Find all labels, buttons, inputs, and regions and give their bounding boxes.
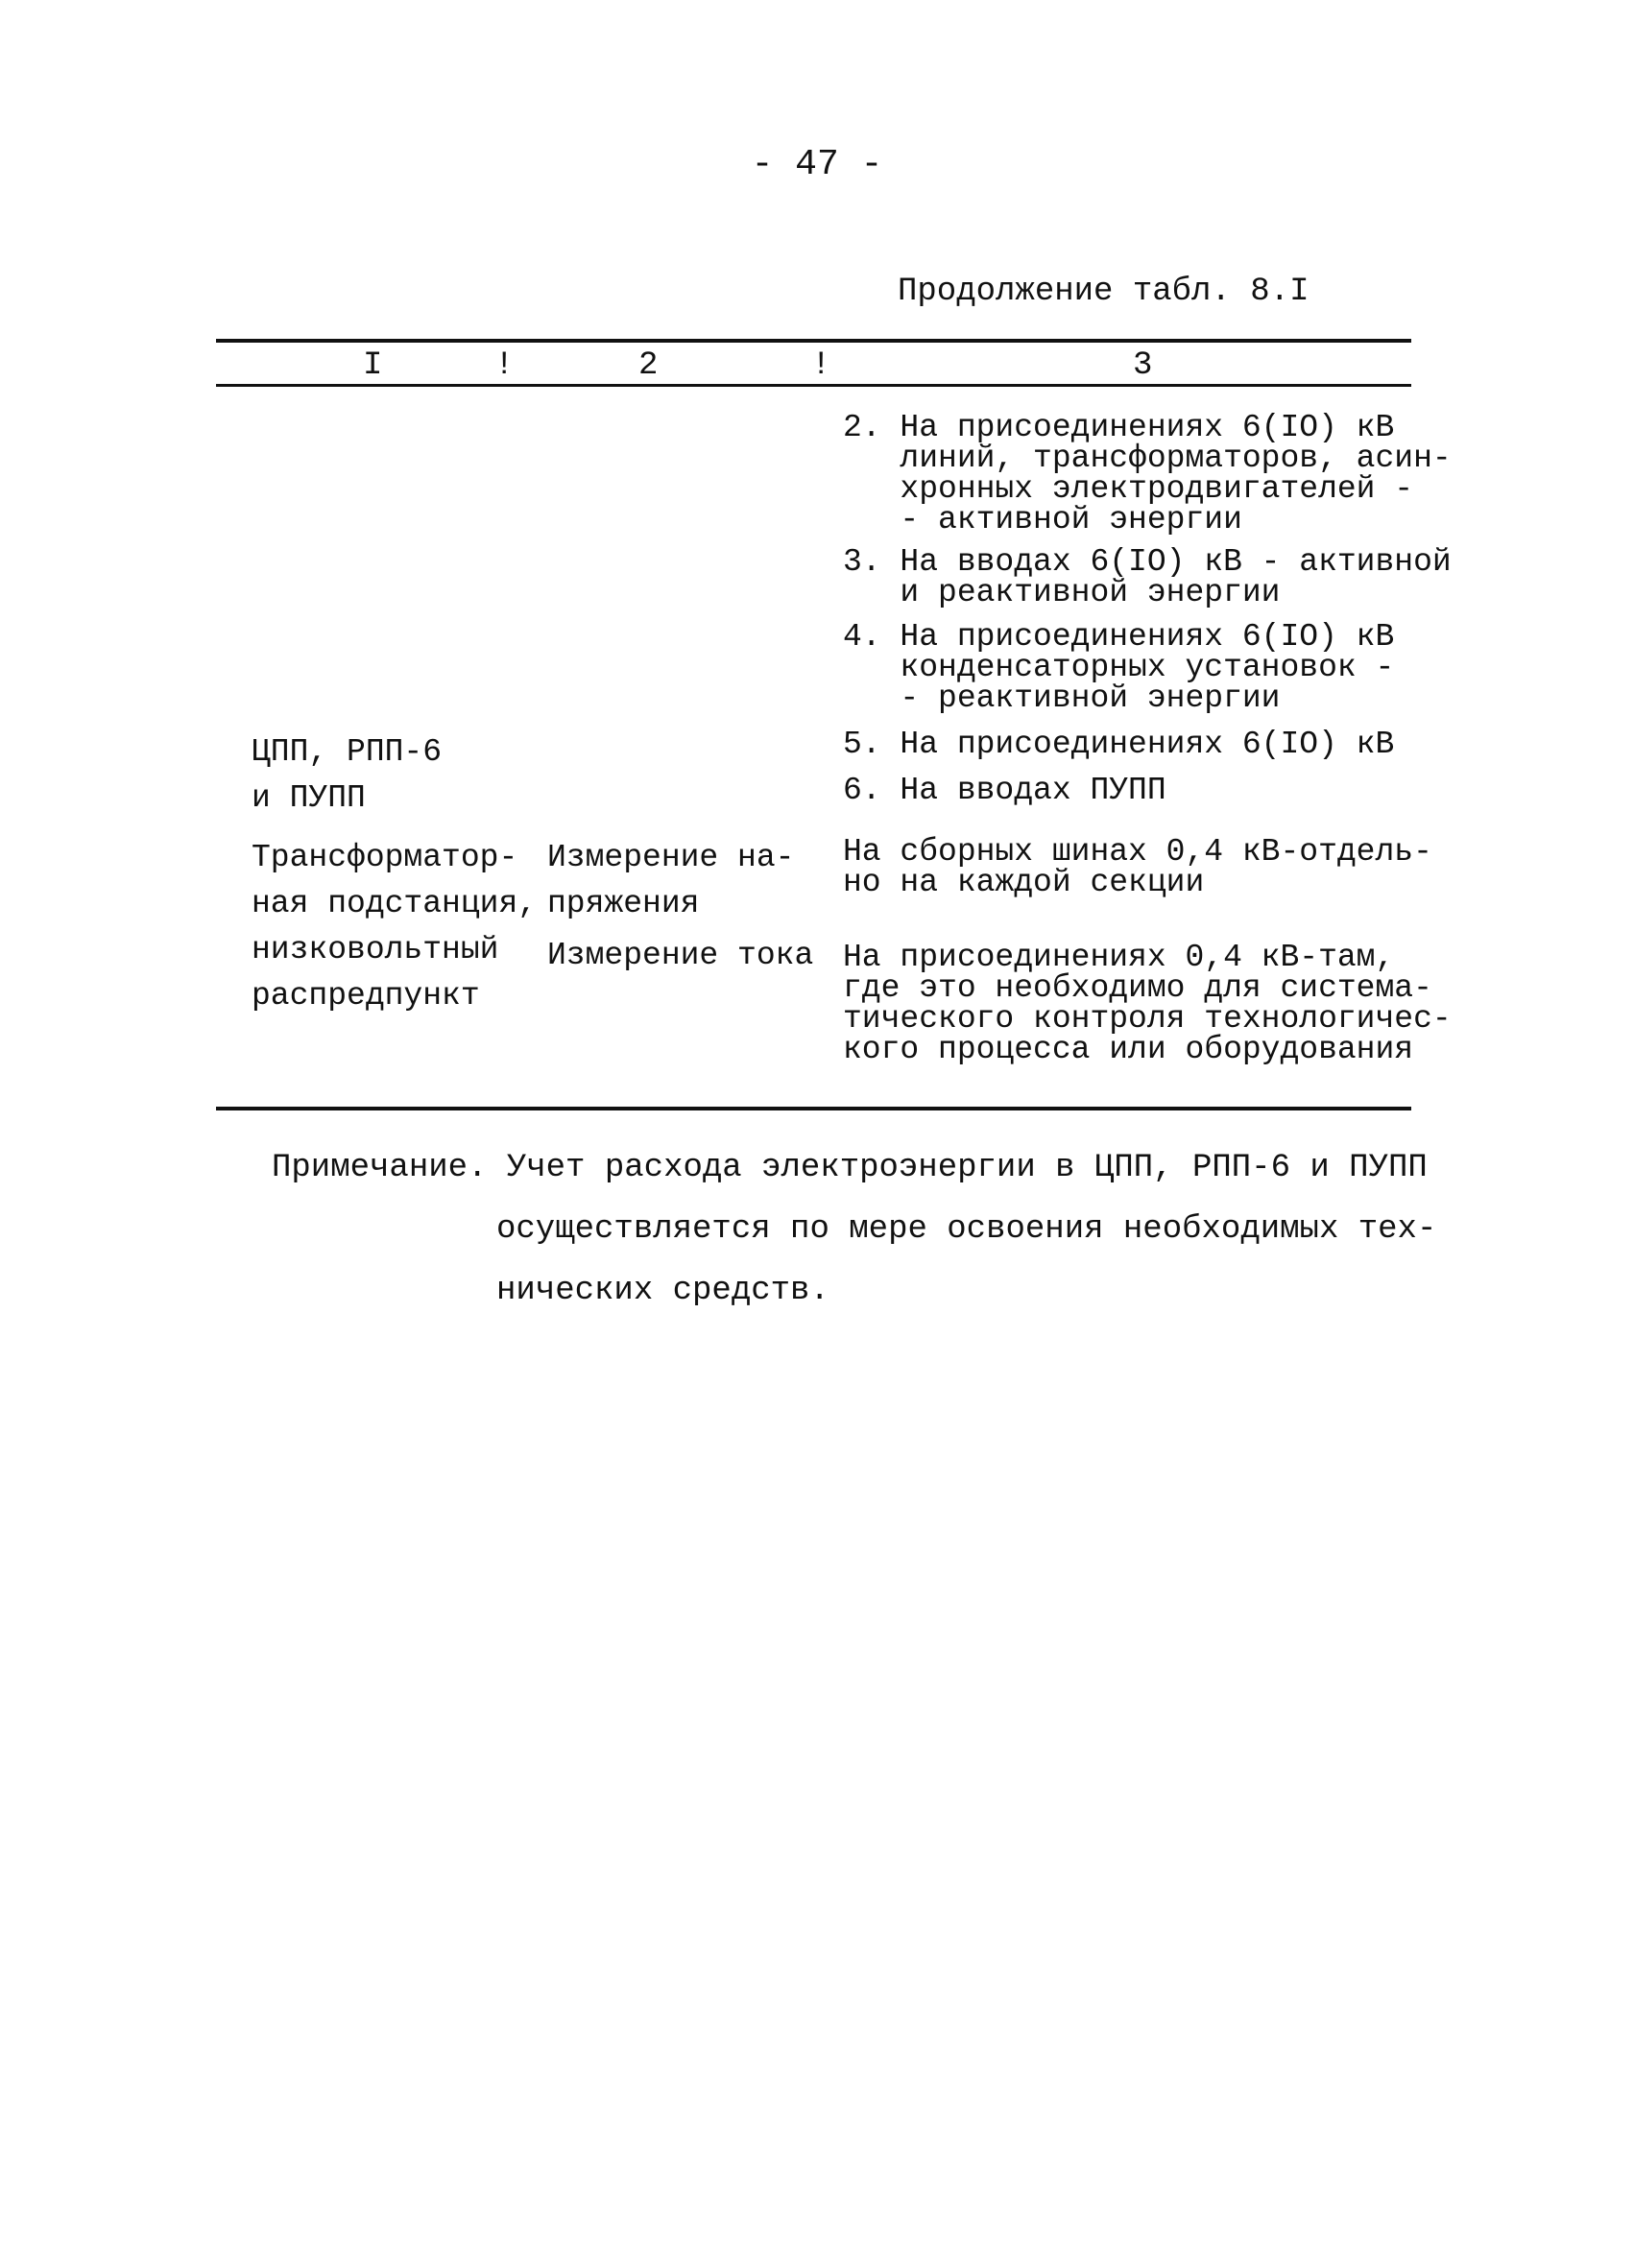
cell-line: Измерение тока: [547, 938, 814, 973]
row-tp-measure-current: [547, 938, 814, 973]
cell-line: распредпункт: [252, 978, 480, 1014]
note-line: осуществляется по мере освоения необходимых тех-: [496, 1211, 1437, 1248]
cell-line: кого процесса или оборудования: [843, 1032, 1414, 1067]
cell-line: Измерение на-: [547, 840, 795, 875]
item-3: [843, 544, 1452, 610]
header-col1: I: [363, 347, 383, 384]
table-top-rule: [216, 339, 1411, 343]
item-line: 6. На вводах ПУПП: [843, 773, 1166, 808]
page-number: - 47 -: [751, 144, 883, 185]
item-6: [843, 773, 1166, 808]
row-cpp-col1: [252, 729, 442, 822]
table-continuation-label: Продолжение табл. 8.I: [898, 274, 1310, 310]
item-line: 4. На присоединениях 6(IO) кВ: [843, 619, 1395, 655]
cell-line: ная подстанция,: [252, 886, 538, 921]
item-line: 2. На присоединениях 6(IO) кВ: [843, 410, 1395, 445]
cell-line: На сборных шинах 0,4 кВ-отдель-: [843, 834, 1432, 870]
table-bottom-rule: [216, 1107, 1411, 1110]
header-col2: 2: [638, 347, 659, 384]
item-line: 3. На вводах 6(IO) кВ - активной: [843, 544, 1452, 580]
cell-line: тического контроля технологичес-: [843, 1001, 1452, 1037]
item-line: линий, трансформаторов, асин-: [843, 441, 1452, 476]
cell-line: но на каждой секции: [843, 865, 1205, 900]
header-sep1: !: [494, 347, 515, 384]
item-line: 5. На присоединениях 6(IO) кВ: [843, 727, 1395, 762]
note-line: Примечание. Учет расхода электроэнергии в ЦПП, РПП-6 и ПУПП: [272, 1150, 1428, 1186]
header-bottom-rule: [216, 384, 1411, 387]
cell-line: На присоединениях 0,4 кВ-там,: [843, 940, 1395, 975]
cell-line: пряжения: [547, 886, 700, 921]
item-5: [843, 729, 1394, 760]
cell-line: где это необходимо для система-: [843, 970, 1432, 1006]
item-line: - активной энергии: [843, 502, 1242, 537]
item-line: конденсаторных установок -: [843, 650, 1395, 685]
note-line: нических средств.: [496, 1273, 829, 1309]
item-4: [843, 619, 1395, 716]
header-col3: 3: [1133, 347, 1153, 384]
item-line: - реактивной энергии: [843, 680, 1281, 716]
cell-line: Трансформатор-: [252, 840, 518, 875]
header-sep2: !: [811, 347, 831, 384]
row-tp-desc-current: [843, 940, 1452, 1067]
row-tp-measure-voltage: [547, 835, 794, 927]
item-line: и реактивной энергии: [843, 575, 1281, 610]
cell-line: и ПУПП: [252, 780, 366, 816]
item-line: хронных электродвигателей -: [843, 471, 1414, 507]
cell-line: низковольтный: [252, 932, 499, 967]
row-tp-col1: [252, 835, 537, 1019]
cell-line: ЦПП, РПП-6: [252, 734, 443, 770]
row-tp-desc-voltage: [843, 834, 1432, 900]
item-2: [843, 410, 1452, 537]
